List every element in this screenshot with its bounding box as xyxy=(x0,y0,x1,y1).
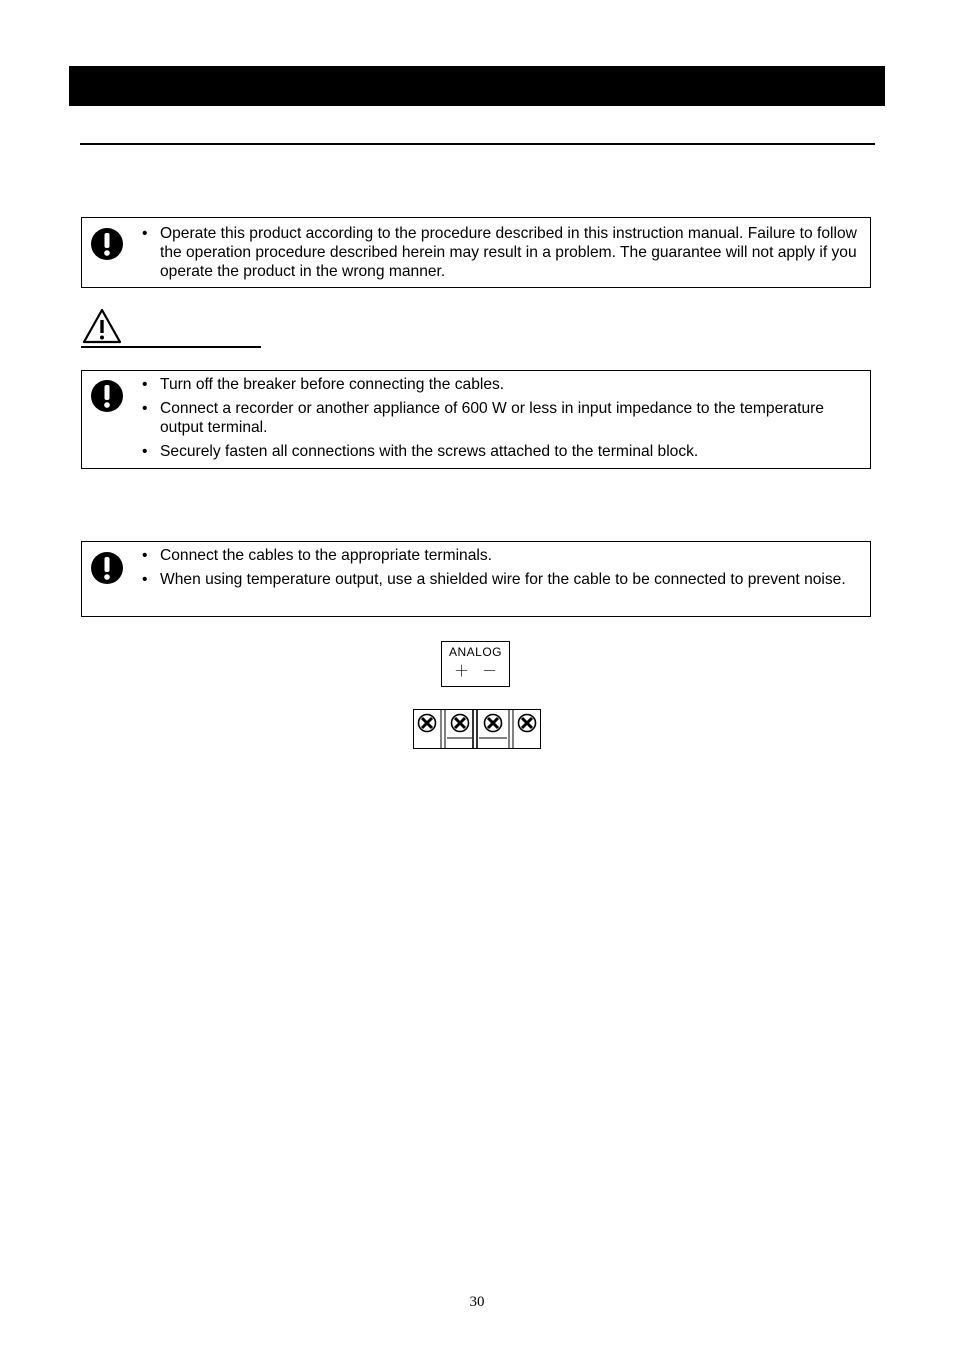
notice-list xyxy=(140,546,862,594)
screw-icon xyxy=(452,715,469,732)
list-item: • Connect a recorder or another appliance of 600 W or less in input impedance to the temperature output terminal. xyxy=(140,399,862,437)
notice-box-wiring-warning xyxy=(81,370,871,469)
section-header-bar xyxy=(69,66,885,106)
list-item: • Turn off the breaker before connecting the cables. xyxy=(140,375,862,394)
notice-list xyxy=(140,375,862,466)
exclamation-circle-icon xyxy=(90,379,124,413)
screw-icon xyxy=(485,715,502,732)
plus-sign: ＋ xyxy=(453,663,469,680)
list-item: • Operate this product according to the procedure described in this instruction manual. Failure to follow the operation procedure described herein may result in a problem. The guarantee will not apply if you operate the product in the wrong manner. xyxy=(140,224,862,281)
warning-heading-underline xyxy=(81,346,261,348)
screw-icon xyxy=(519,715,536,732)
exclamation-circle-icon xyxy=(90,551,124,585)
list-item: • When using temperature output, use a shielded wire for the cable to be connected to prevent noise. xyxy=(140,570,862,589)
notice-list xyxy=(140,224,862,286)
title-rule xyxy=(80,143,875,145)
exclamation-circle-icon xyxy=(90,227,124,261)
polarity-signs xyxy=(442,663,509,681)
analog-terminal-label xyxy=(441,641,510,687)
screw-icon xyxy=(419,715,436,732)
list-item: • Securely fasten all connections with the screws attached to the terminal block. xyxy=(140,442,862,461)
analog-label-text: ANALOG xyxy=(448,645,502,659)
notice-box-operation xyxy=(81,217,871,288)
page-number: 30 xyxy=(469,1294,485,1310)
minus-sign: － xyxy=(481,663,497,680)
list-item: • Connect the cables to the appropriate terminals. xyxy=(140,546,862,565)
notice-box-wiring-caution xyxy=(81,541,871,617)
terminal-block-diagram xyxy=(413,709,541,749)
warning-triangle-icon xyxy=(82,308,122,344)
